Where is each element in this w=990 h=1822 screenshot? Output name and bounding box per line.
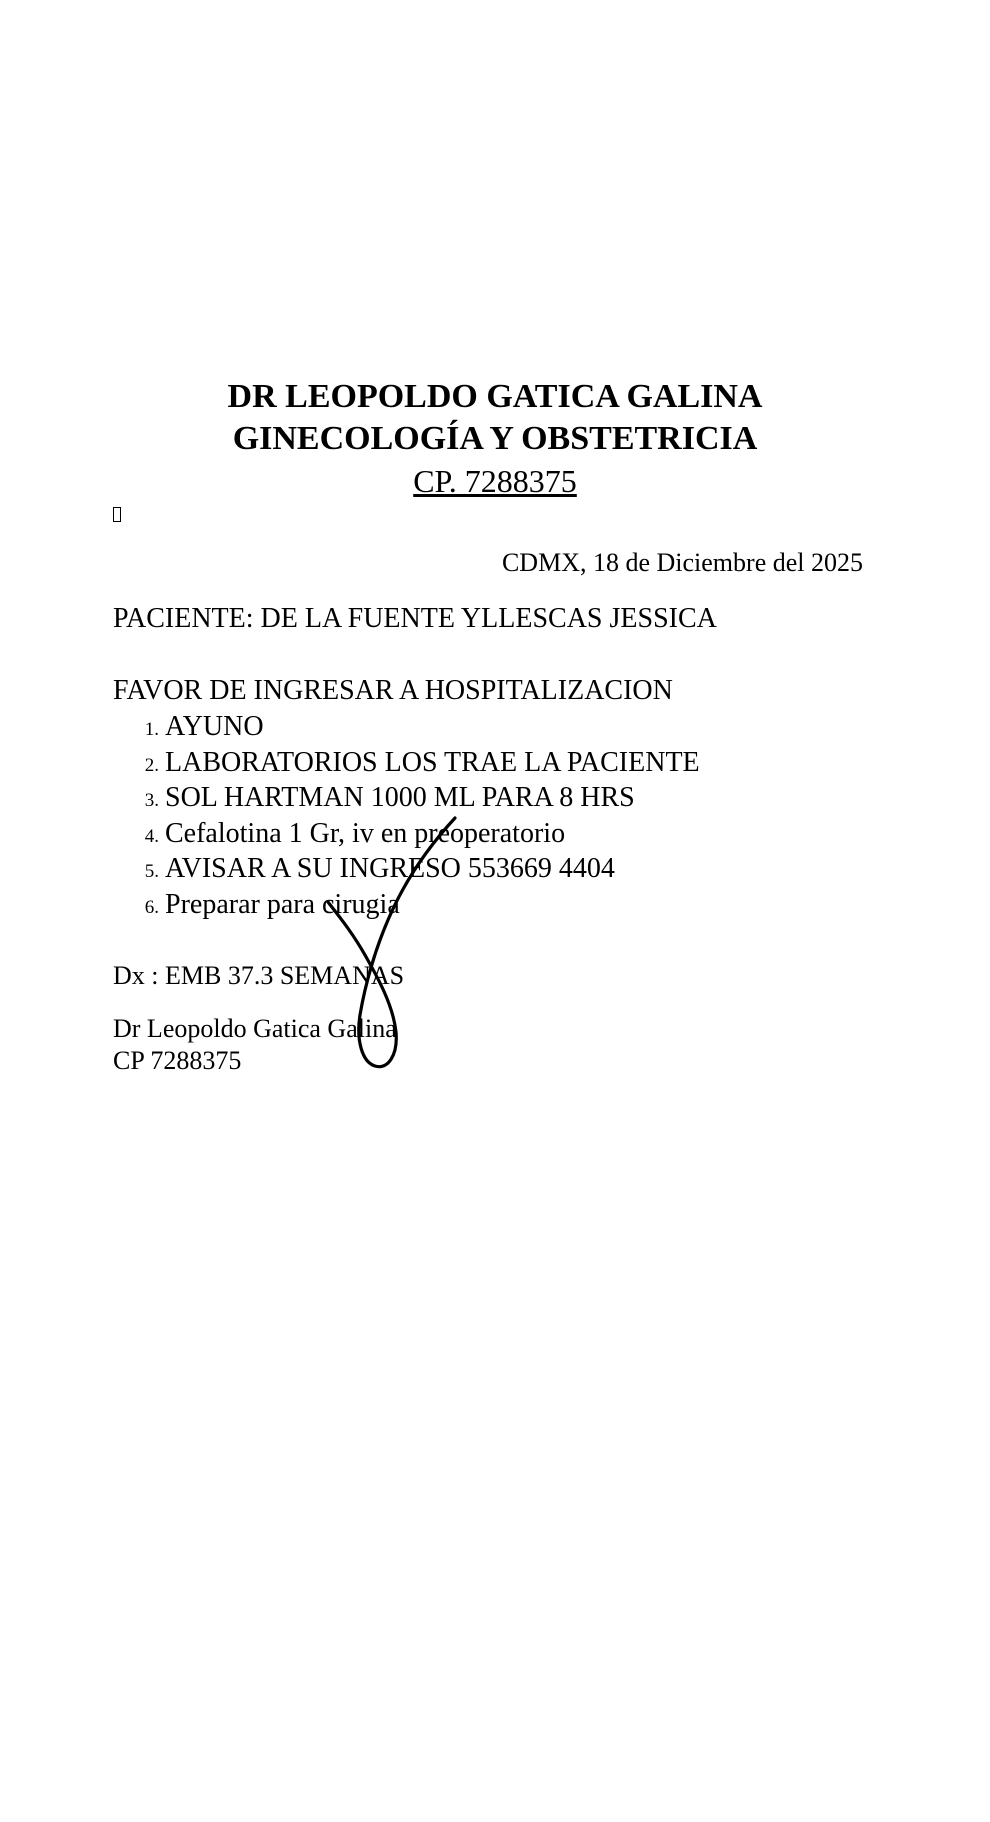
order-number: 4.: [144, 825, 159, 847]
patient-line: PACIENTE: DE LA FUENTE YLLESCAS JESSICA: [113, 603, 717, 634]
handwritten-signature: [320, 810, 470, 1070]
order-number: 3.: [144, 790, 159, 811]
order-number: 1.: [144, 719, 159, 740]
license-heading: CP. 7288375: [413, 463, 577, 499]
order-number: 2.: [144, 754, 159, 776]
order-number: 5.: [144, 861, 159, 882]
list-item: [113, 709, 700, 745]
signature-license: CP 7288375: [113, 1046, 242, 1075]
list-item: [113, 745, 700, 781]
order-text: Cefalotina 1 Gr, iv en preoperatorio: [165, 817, 566, 849]
order-text: AYUNO: [165, 711, 264, 742]
order-number: 6.: [144, 896, 159, 918]
missing-glyph-icon: [113, 507, 121, 522]
order-text: AVISAR A SU INGRESO 553669 4404: [165, 853, 615, 884]
order-text: SOL HARTMAN 1000 ML PARA 8 HRS: [165, 782, 635, 813]
order-text: Preparar para cirugia: [165, 888, 400, 920]
signature-name: Dr Leopoldo Gatica Galina: [113, 1014, 397, 1043]
order-text: LABORATORIOS LOS TRAE LA PACIENTE: [165, 746, 700, 778]
doctor-name-heading: DR LEOPOLDO GATICA GALINA: [227, 378, 763, 415]
admission-instruction: FAVOR DE INGRESAR A HOSPITALIZACION: [113, 675, 673, 706]
date-line: CDMX, 18 de Diciembre del 2025: [501, 548, 863, 577]
diagnosis-line: Dx : EMB 37.3 SEMANAS: [113, 961, 405, 990]
specialty-heading: GINECOLOGÍA Y OBSTETRICIA: [232, 420, 758, 457]
